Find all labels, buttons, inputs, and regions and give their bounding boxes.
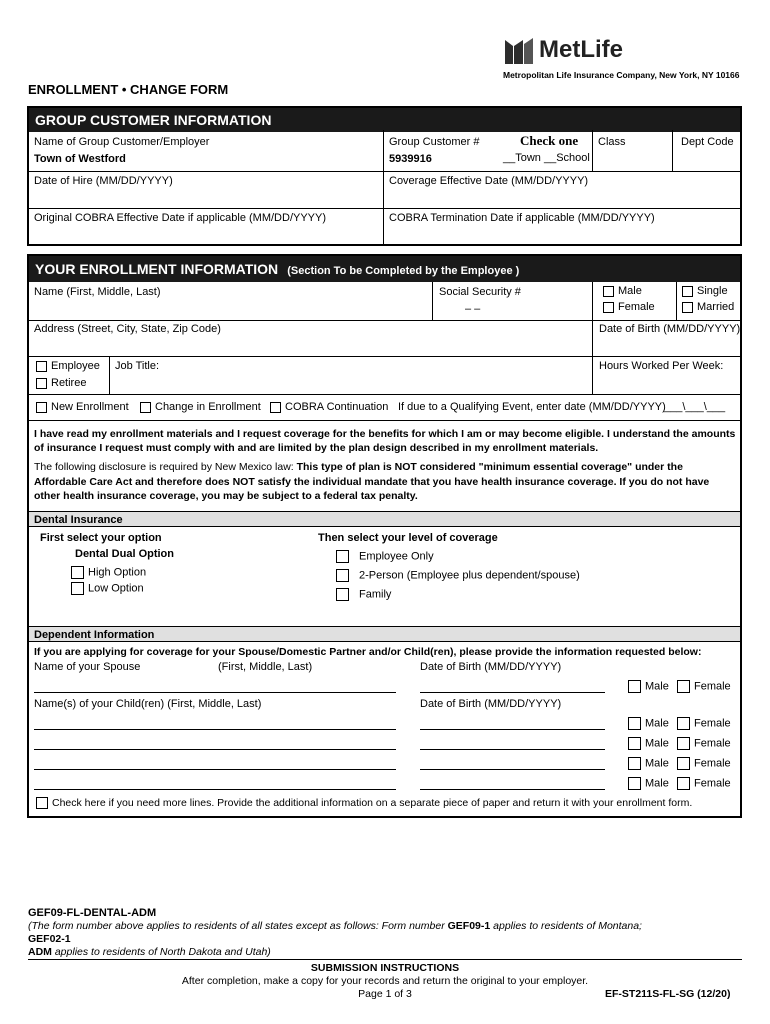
checkbox-icon[interactable] [140, 402, 151, 413]
checkbox-icon[interactable] [682, 286, 693, 297]
child-name-line[interactable] [34, 749, 396, 750]
child-dob-label: Date of Birth (MM/DD/YYYY) [420, 698, 562, 710]
metlife-logo-icon [505, 38, 535, 64]
cobra-termination-label: COBRA Termination Date if applicable (MM/DD/YYYY) [389, 212, 655, 224]
spouse-dob-label: Date of Birth (MM/DD/YYYY) [420, 661, 562, 673]
employee-only-checkbox[interactable]: Employee Only [336, 550, 434, 563]
dept-code-label: Dept Code [681, 136, 734, 148]
hours-label: Hours Worked Per Week: [599, 360, 724, 372]
dental-section-header: Dental Insurance [29, 511, 740, 527]
enrollment-section-header [29, 256, 740, 282]
page-number: Page 1 of 3 [358, 988, 412, 1000]
checkbox-icon[interactable] [336, 550, 349, 563]
low-option-checkbox[interactable]: Low Option [71, 582, 144, 595]
checkbox-icon[interactable] [682, 302, 693, 313]
dependent-section-header: Dependent Information [29, 626, 740, 642]
two-person-checkbox[interactable]: 2-Person (Employee plus dependent/spouse) [336, 569, 580, 582]
checkbox-icon[interactable] [628, 717, 641, 730]
hire-date-label: Date of Hire (MM/DD/YYYY) [34, 175, 173, 187]
dental-dual-option: Dental Dual Option [75, 548, 174, 560]
metlife-logo [505, 38, 745, 68]
checkbox-icon[interactable] [36, 797, 48, 809]
form-number: GEF09-FL-DENTAL-ADM [28, 907, 157, 919]
new-enrollment-checkbox[interactable]: New Enrollment [36, 401, 129, 413]
employee-name-label: Name (First, Middle, Last) [34, 286, 161, 298]
form-code: EF-ST211S-FL-SG (12/20) [605, 988, 731, 1000]
child-dob-line[interactable] [420, 729, 605, 730]
child-name-line[interactable] [34, 729, 396, 730]
enrollment-title-note: (Section To be Completed by the Employee ) [287, 265, 520, 277]
checkbox-icon[interactable] [628, 737, 641, 750]
child-dob-line[interactable] [420, 789, 605, 790]
checkbox-icon[interactable] [677, 777, 690, 790]
metlife-logo-text: MetLife [539, 36, 623, 63]
child-female-checkbox[interactable]: Female [677, 737, 731, 750]
company-line: Metropolitan Life Insurance Company, New York, NY 10166 [503, 70, 740, 80]
checkbox-icon[interactable] [336, 569, 349, 582]
then-select-label: Then select your level of coverage [318, 532, 498, 544]
child-name-line[interactable] [34, 769, 396, 770]
town-school-option[interactable]: __Town __School [503, 152, 590, 164]
child-female-checkbox[interactable]: Female [677, 757, 731, 770]
checkbox-icon[interactable] [677, 680, 690, 693]
class-label: Class [598, 136, 626, 148]
checkbox-icon[interactable] [603, 286, 614, 297]
group-number-value[interactable]: 5939916 [389, 153, 432, 165]
spouse-name-line[interactable] [34, 692, 396, 693]
checkbox-icon[interactable] [677, 757, 690, 770]
retiree-checkbox[interactable]: Retiree [36, 377, 86, 389]
checkbox-icon[interactable] [336, 588, 349, 601]
child-name-line[interactable] [34, 789, 396, 790]
male-checkbox[interactable]: Male [603, 285, 642, 297]
more-lines-checkbox[interactable]: Check here if you need more lines. Provide the additional information on a separate piece of paper and return it with your enrollment form. [36, 797, 692, 809]
checkbox-icon[interactable] [270, 402, 281, 413]
group-name-value[interactable]: Town of Westford [34, 153, 126, 165]
submission-title: SUBMISSION INSTRUCTIONS [310, 962, 460, 974]
child-male-checkbox[interactable]: Male [628, 777, 669, 790]
address-label: Address (Street, City, State, Zip Code) [34, 323, 221, 335]
single-checkbox[interactable]: Single [682, 285, 728, 297]
checkbox-icon[interactable] [628, 757, 641, 770]
disclosure-para-2: The following disclosure is required by New Mexico law: This type of plan is NOT considered "minimum essential coverage" under the Affordable Care Act and therefore does NOT satisfy the individual mandate that you have health insurance coverage. If you do not have other health insurance coverage, you may be subject to a federal tax penalty. [34, 461, 710, 502]
female-checkbox[interactable]: Female [603, 301, 655, 313]
coverage-date-label: Coverage Effective Date (MM/DD/YYYY) [389, 175, 589, 187]
child-male-checkbox[interactable]: Male [628, 757, 669, 770]
spouse-label: Name of your Spouse [34, 661, 141, 673]
form-number-note: (The form number above applies to residents of all states except as follows: Form number GEF09-1 applies to residents of Montana; GEF02-1 ADM applies to residents of North Dakota and Utah) [28, 920, 642, 958]
child-female-checkbox[interactable]: Female [677, 777, 731, 790]
spouse-dob-line[interactable] [420, 692, 605, 693]
submission-text: After completion, make a copy for your records and return the original to your employer. [181, 975, 589, 987]
qualifying-event-date[interactable]: ___\___\___ [664, 401, 726, 413]
children-label: Name(s) of your Child(ren) (First, Middle, Last) [34, 698, 262, 710]
form-title: ENROLLMENT • CHANGE FORM [28, 82, 229, 97]
group-name-label: Name of Group Customer/Employer [34, 136, 210, 148]
child-male-checkbox[interactable]: Male [628, 717, 669, 730]
checkbox-icon[interactable] [603, 302, 614, 313]
job-title-label: Job Title: [115, 360, 160, 372]
checkbox-icon[interactable] [71, 582, 84, 595]
ssn-dashes[interactable]: – – [465, 303, 481, 315]
check-one-label: Check one [520, 133, 579, 148]
spouse-female-checkbox[interactable]: Female [677, 680, 731, 693]
child-dob-line[interactable] [420, 749, 605, 750]
dob-label: Date of Birth (MM/DD/YYYY) [599, 323, 741, 335]
group-section-header: GROUP CUSTOMER INFORMATION [29, 108, 740, 132]
checkbox-icon[interactable] [36, 378, 47, 389]
checkbox-icon[interactable] [677, 717, 690, 730]
checkbox-icon[interactable] [36, 361, 47, 372]
enrollment-title: YOUR ENROLLMENT INFORMATION [35, 261, 279, 277]
spouse-name-hint: (First, Middle, Last) [218, 661, 313, 673]
married-checkbox[interactable]: Married [682, 301, 734, 313]
family-checkbox[interactable]: Family [336, 588, 391, 601]
checkbox-icon[interactable] [36, 402, 47, 413]
cobra-effective-label: Original COBRA Effective Date if applicable (MM/DD/YYYY) [34, 212, 327, 224]
child-female-checkbox[interactable]: Female [677, 717, 731, 730]
cobra-continuation-checkbox[interactable]: COBRA Continuation [270, 401, 388, 413]
change-enrollment-checkbox[interactable]: Change in Enrollment [140, 401, 261, 413]
employee-checkbox[interactable]: Employee [36, 360, 100, 372]
ssn-label: Social Security # [439, 286, 521, 298]
qualifying-event-label: If due to a Qualifying Event, enter date (MM/DD/YYYY) [398, 401, 666, 413]
checkbox-icon[interactable] [71, 566, 84, 579]
spouse-male-checkbox[interactable]: Male [628, 680, 669, 693]
disclosure-para-1: I have read my enrollment materials and I request coverage for the benefits for which I am or may become eligible. I understand the amounts of insurance I request must comply with and are limited by the plan design described in my enrollment materials. [34, 428, 736, 454]
child-dob-line[interactable] [420, 769, 605, 770]
checkbox-icon[interactable] [677, 737, 690, 750]
high-option-checkbox[interactable]: High Option [71, 566, 146, 579]
dependent-intro: If you are applying for coverage for your Spouse/Domestic Partner and/or Child(ren), please provide the information requested below: [34, 646, 702, 658]
group-number-label: Group Customer # [389, 136, 480, 148]
checkbox-icon[interactable] [628, 680, 641, 693]
child-male-checkbox[interactable]: Male [628, 737, 669, 750]
checkbox-icon[interactable] [628, 777, 641, 790]
first-select-label: First select your option [40, 532, 162, 544]
